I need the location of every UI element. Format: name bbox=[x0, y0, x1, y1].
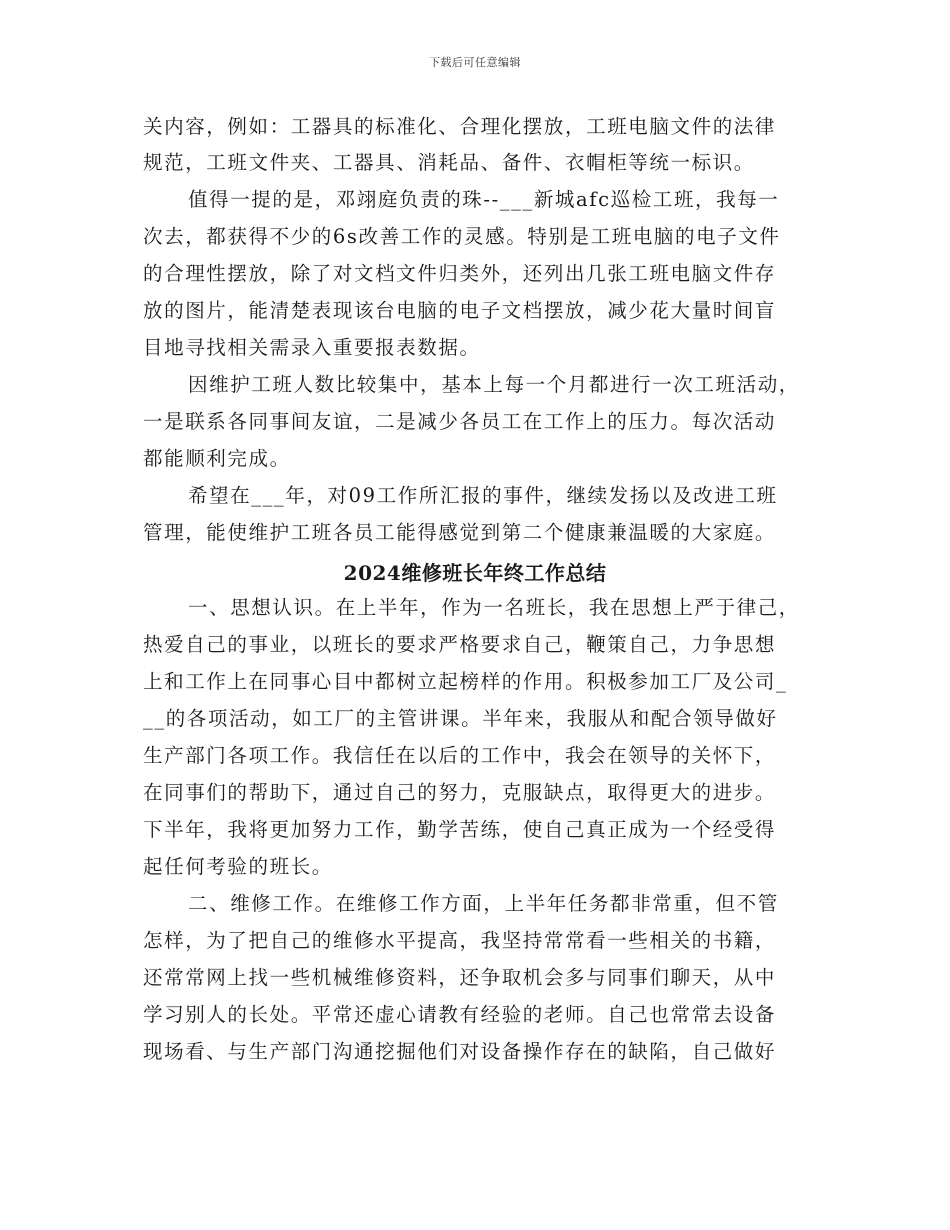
paragraph-line: 目地寻找相关需录入重要报表数据。 bbox=[143, 336, 481, 359]
paragraph-line: 规范，工班文件夹、工器具、消耗品、备件、衣帽柜等统一标识。 bbox=[143, 151, 755, 174]
paragraph-line: 上和工作上在同事心目中都树立起榜样的作用。积极参加工厂及公司_ bbox=[143, 670, 788, 693]
paragraph-line: 生产部门各项工作。我信任在以后的工作中，我会在领导的关怀下， bbox=[143, 744, 777, 767]
paragraph-line: 二、维修工作。在维修工作方面，上半年任务都非常重，但不管 bbox=[188, 892, 779, 915]
paragraph-line: 关内容，例如：工器具的标准化、合理化摆放，工班电脑文件的法律 bbox=[143, 115, 777, 138]
paragraph-line: 学习别人的长处。平常还虚心请教有经验的老师。自己也常常去设备 bbox=[143, 1003, 777, 1026]
paragraph-line: 现场看、与生产部门沟通挖掘他们对设备操作存在的缺陷，自己做好 bbox=[143, 1040, 777, 1063]
paragraph-line: 希望在___年，对09工作所汇报的事件，继续发扬以及改进工班 bbox=[188, 484, 778, 507]
paragraph-line: 都能顺利完成。 bbox=[143, 447, 291, 470]
paragraph-line: 下半年，我将更加努力工作，勤学苦练，使自己真正成为一个经受得 bbox=[143, 818, 777, 841]
document-title: 2024维修班长年终工作总结 bbox=[343, 561, 607, 585]
paragraph-line: 一是联系各同事间友谊，二是减少各员工在工作上的压力。每次活动 bbox=[143, 410, 777, 433]
paragraph-line: 还常常网上找一些机械维修资料，还争取机会多与同事们聊天，从中 bbox=[143, 966, 777, 989]
paragraph-line: 在同事们的帮助下，通过自己的努力，克服缺点，取得更大的进步。 bbox=[143, 781, 777, 804]
paragraph-line: 一、思想认识。在上半年，作为一名班长，我在思想上严于律己， bbox=[188, 596, 800, 619]
paragraph-line: 怎样，为了把自己的维修水平提高，我坚持常常看一些相关的书籍， bbox=[143, 929, 777, 952]
paragraph-line: 的合理性摆放，除了对文档文件归类外，还列出几张工班电脑文件存 bbox=[143, 262, 777, 285]
paragraph-line: 管理，能使维护工班各员工能得感觉到第二个健康兼温暖的大家庭。 bbox=[143, 521, 777, 544]
paragraph-line: 起任何考验的班长。 bbox=[143, 855, 333, 878]
paragraph-line: 因维护工班人数比较集中，基本上每一个月都进行一次工班活动， bbox=[188, 373, 800, 396]
paragraph-line: __的各项活动，如工厂的主管讲课。半年来，我服从和配合领导做好 bbox=[143, 707, 778, 730]
paragraph-line: 次去，都获得不少的6s改善工作的灵感。特别是工班电脑的电子文件 bbox=[143, 225, 781, 248]
paragraph-line: 放的图片，能清楚表现该台电脑的电子文档摆放，减少花大量时间盲 bbox=[143, 299, 777, 322]
header-note: 下载后可任意编辑 bbox=[429, 56, 521, 69]
paragraph-line: 热爱自己的事业，以班长的要求严格要求自己，鞭策自己，力争思想 bbox=[143, 633, 777, 656]
paragraph-line: 值得一提的是，邓翊庭负责的珠--___新城afc巡检工班，我每一 bbox=[188, 188, 780, 211]
